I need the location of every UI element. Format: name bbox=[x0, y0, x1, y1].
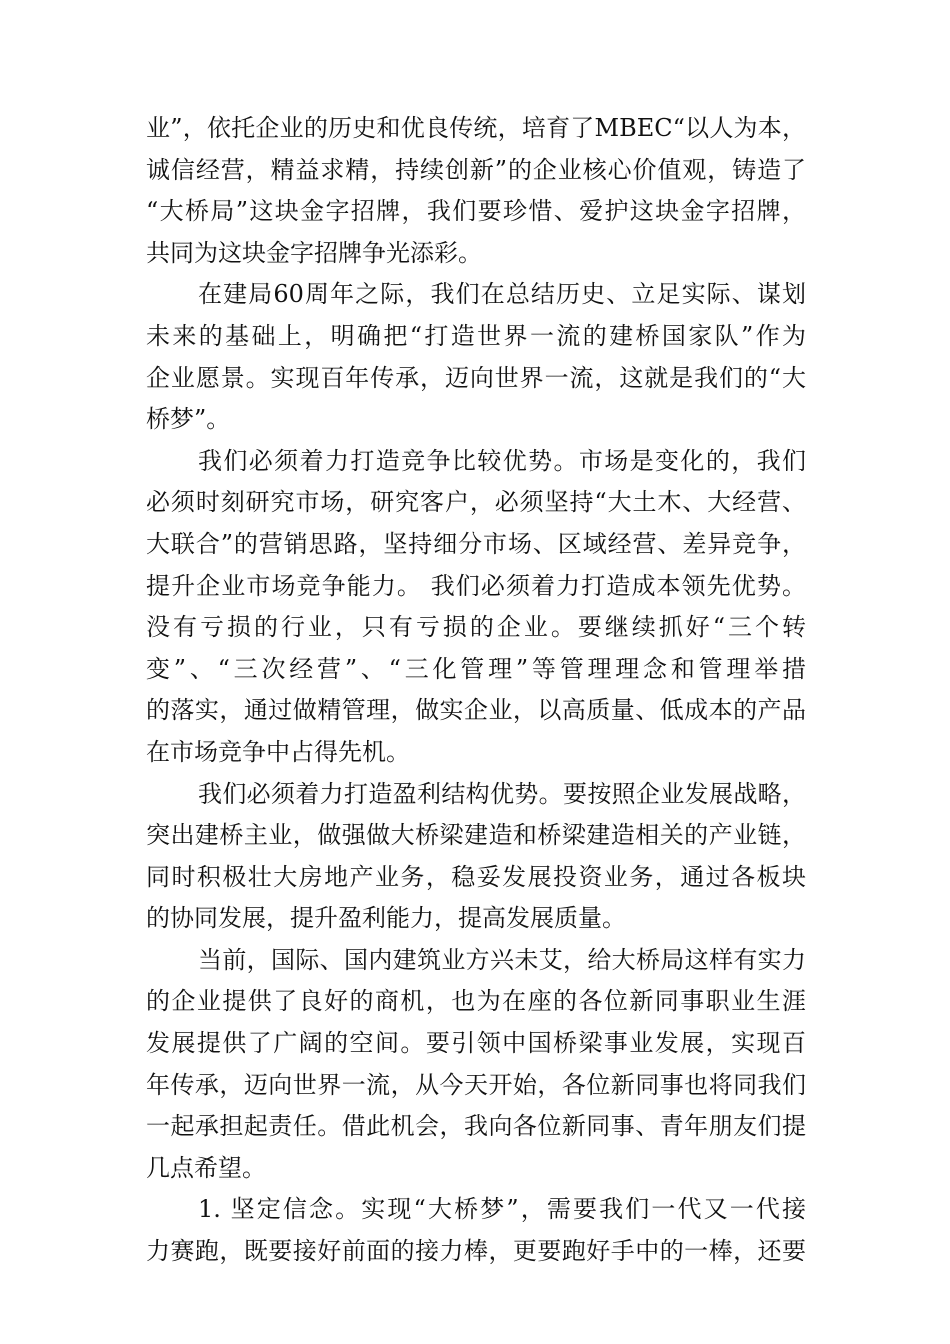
text-line: 没有亏损的行业，只有亏损的企业。要继续抓好“三个转 bbox=[146, 613, 806, 642]
text-line: 业”，依托企业的历史和优良传统，培育了MBEC“以人为本， bbox=[146, 114, 806, 142]
text-line: 诚信经营，精益求精，持续创新”的企业核心价值观，铸造了 bbox=[146, 155, 806, 184]
text-line: 大联合”的营销思路，坚持细分市场、区域经营、差异竞争， bbox=[146, 529, 806, 558]
text-line: 同时积极壮大房地产业务，稳妥发展投资业务，通过各板块 bbox=[146, 862, 806, 891]
text-line: 当前，国际、国内建筑业方兴未艾，给大桥局这样有实力 bbox=[198, 945, 806, 974]
text-line: 的协同发展，提升盈利能力，提高发展质量。 bbox=[146, 904, 626, 933]
text-line: 企业愿景。实现百年传承，迈向世界一流，这就是我们的“大 bbox=[146, 363, 806, 392]
text-line: “大桥局”这块金字招牌，我们要珍惜、爱护这块金字招牌， bbox=[146, 197, 806, 226]
text-line: 发展提供了广阔的空间。要引领中国桥梁事业发展，实现百 bbox=[146, 1029, 806, 1058]
text-line: 突出建桥主业，做强做大桥梁建造和桥梁建造相关的产业链， bbox=[146, 821, 806, 850]
paragraph-1 bbox=[146, 108, 806, 274]
text-line: 一起承担起责任。借此机会，我向各位新同事、青年朋友们提 bbox=[146, 1112, 806, 1141]
paragraph-2 bbox=[146, 274, 806, 440]
text-line: 几点希望。 bbox=[146, 1153, 266, 1182]
document-page bbox=[146, 108, 806, 1273]
text-line: 1. 坚定信念。实现“大桥梦”，需要我们一代又一代接 bbox=[198, 1195, 806, 1224]
text-line: 的落实，通过做精管理，做实企业，以高质量、低成本的产品 bbox=[146, 696, 806, 725]
text-line: 力赛跑，既要接好前面的接力棒，更要跑好手中的一棒，还要 bbox=[146, 1237, 806, 1266]
paragraph-5 bbox=[146, 940, 806, 1190]
text-line: 桥梦”。 bbox=[146, 405, 231, 434]
text-line: 年传承，迈向世界一流，从今天开始，各位新同事也将同我们 bbox=[146, 1070, 806, 1099]
text-line: 共同为这块金字招牌争光添彩。 bbox=[146, 238, 482, 267]
text-line: 我们必须着力打造盈利结构优势。要按照企业发展战略， bbox=[198, 779, 806, 808]
text-line: 未来的基础上，明确把“打造世界一流的建桥国家队”作为 bbox=[146, 321, 806, 350]
paragraph-4 bbox=[146, 774, 806, 940]
text-line: 的企业提供了良好的商机，也为在座的各位新同事职业生涯 bbox=[146, 987, 806, 1016]
text-line: 在市场竞争中占得先机。 bbox=[146, 737, 410, 766]
paragraph-3 bbox=[146, 441, 806, 774]
paragraph-6 bbox=[146, 1189, 806, 1272]
text-line: 提升企业市场竞争能力。 我们必须着力打造成本领先优势。 bbox=[146, 571, 806, 600]
text-line: 在建局60周年之际，我们在总结历史、立足实际、谋划 bbox=[198, 280, 806, 309]
text-line: 变”、“三次经营”、“三化管理”等管理理念和管理举措 bbox=[146, 654, 806, 683]
text-line: 必须时刻研究市场，研究客户，必须坚持“大土木、大经营、 bbox=[146, 488, 806, 517]
text-line: 我们必须着力打造竞争比较优势。市场是变化的，我们 bbox=[198, 446, 806, 475]
